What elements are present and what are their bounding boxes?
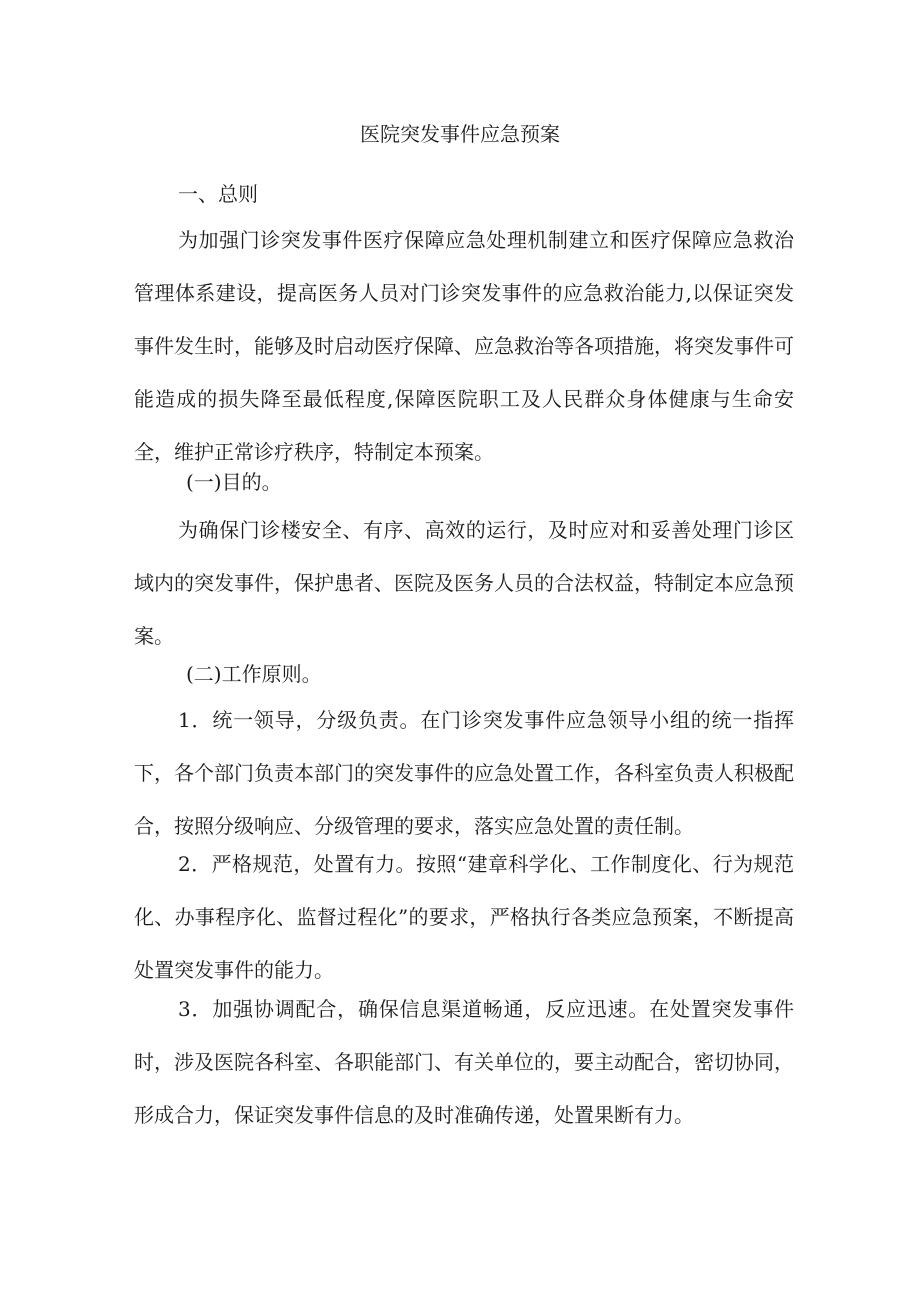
principle-3-paragraph: 3．加强协调配合，确保信息渠道畅通，反应迅速。在处置突发事件时，涉及医院各科室、各职能部门、有关单位的，要主动配合，密切协同，形成合力，保证突发事件信息的及时准确传递，处置果断有力。 <box>134 997 794 1127</box>
section-heading-general: 一、总则 <box>178 182 258 206</box>
principle-1-paragraph: 1．统一领导，分级负责。在门诊突发事件应急领导小组的统一指挥下，各个部门负责本部门的突发事件的应急处置工作，各科室负责人积极配合，按照分级响应、分级管理的要求，落实应急处置的责任制。 <box>134 708 794 838</box>
principle-2-paragraph: 2．严格规范，处置有力。按照“建章科学化、工作制度化、行为规范化、办事程序化、监督过程化”的要求，严格执行各类应急预案，不断提高处置突发事件的能力。 <box>134 852 794 982</box>
purpose-paragraph: 为确保门诊楼安全、有序、高效的运行，及时应对和妥善处理门诊区域内的突发事件，保护患者、医院及医务人员的合法权益，特制定本应急预案。 <box>134 518 794 648</box>
purpose-heading: (一)目的。 <box>186 470 282 494</box>
intro-paragraph: 为加强门诊突发事件医疗保障应急处理机制建立和医疗保障应急救治管理体系建设，提高医务人员对门诊突发事件的应急救治能力,以保证突发事件发生时，能够及时启动医疗保障、应急救治等各项措施，将突发事件可能造成的损失降至最低程度,保障医院职工及人民群众身体健康与生命安全，维护正常诊疗秩序，特制定本预案。 <box>134 228 794 464</box>
document-title: 医院突发事件应急预案 <box>360 122 560 146</box>
principles-heading: (二)工作原则。 <box>186 662 322 686</box>
